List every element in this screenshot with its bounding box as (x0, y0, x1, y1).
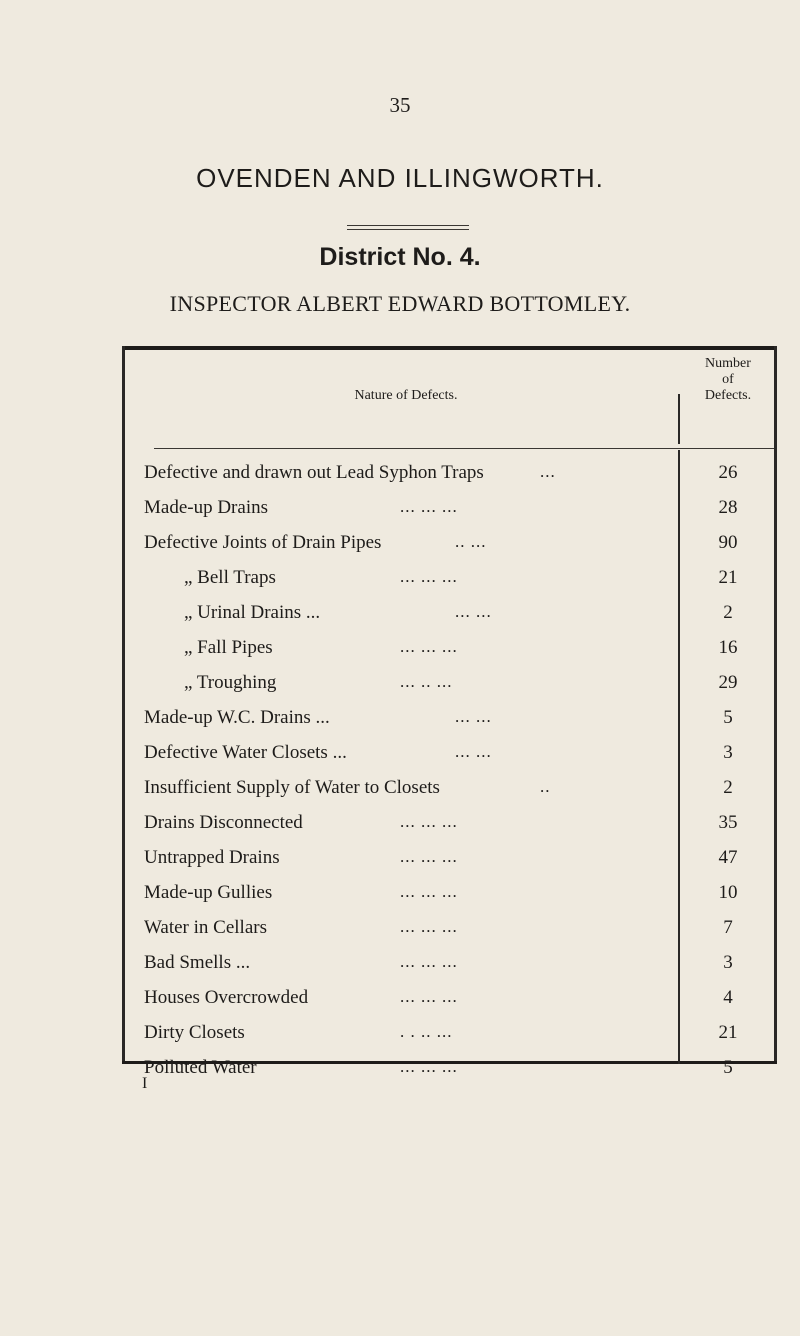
row-label: „ Troughing (184, 672, 277, 693)
row-leader-dots: ... ... ... (400, 917, 458, 936)
header-bottom-rule (154, 448, 774, 449)
row-leader-dots: ... ... ... (400, 567, 458, 586)
table-row (0, 701, 800, 735)
row-value: 35 (718, 812, 738, 833)
row-value: 2 (723, 602, 733, 623)
row-label: „ Urinal Drains ... (184, 602, 321, 623)
row-label: Defective and drawn out Lead Syphon Traps (144, 462, 484, 483)
row-label: Polluted Water (144, 1057, 257, 1078)
row-leader-dots: .. (540, 777, 551, 796)
row-label: Made-up W.C. Drains ... (144, 707, 330, 728)
header-number-line3: Defects. (704, 388, 752, 403)
header-number-line1: Number (705, 356, 751, 371)
row-label: Drains Disconnected (144, 812, 303, 833)
row-label: „ Fall Pipes (184, 637, 273, 658)
row-label: „ Bell Traps (184, 567, 276, 588)
row-value: 5 (723, 1057, 733, 1078)
table-row (0, 561, 800, 595)
row-label: Defective Joints of Drain Pipes (144, 532, 382, 553)
row-value: 26 (718, 462, 738, 483)
table-row (0, 666, 800, 700)
page-number: 35 (389, 93, 411, 117)
row-leader-dots: ... ... ... (400, 637, 458, 656)
row-leader-dots: .. ... (455, 532, 487, 551)
row-leader-dots: ... ... ... (400, 882, 458, 901)
row-label: Defective Water Closets ... (144, 742, 347, 763)
row-value: 7 (723, 917, 733, 938)
row-value: 29 (718, 672, 738, 693)
table-row (0, 841, 800, 875)
header-number-of-defects (680, 356, 776, 404)
row-leader-dots: . . .. ... (400, 1022, 453, 1041)
header-nature-of-defects: Nature of Defects. (354, 388, 458, 403)
title-rule-top (347, 225, 469, 226)
row-leader-dots: ... .. ... (400, 672, 453, 691)
row-label: Water in Cellars (144, 917, 267, 938)
table-row (0, 946, 800, 980)
row-value: 2 (723, 777, 733, 798)
row-value: 16 (718, 637, 738, 658)
table-row (0, 736, 800, 770)
row-label: Houses Overcrowded (144, 987, 309, 1008)
district-name: OVENDEN AND ILLINGWORTH. (196, 163, 604, 193)
table-row (0, 771, 800, 805)
table-row (0, 876, 800, 910)
inspector-name: INSPECTOR ALBERT EDWARD BOTTOMLEY. (169, 291, 631, 316)
row-leader-dots: ... ... ... (400, 812, 458, 831)
row-label: Bad Smells ... (144, 952, 251, 973)
row-value: 4 (723, 987, 733, 1008)
row-leader-dots: ... (540, 462, 556, 481)
title-rule-bottom (347, 229, 469, 230)
table-row (0, 1051, 800, 1085)
table-row (0, 806, 800, 840)
row-value: 3 (723, 952, 733, 973)
table-row (0, 911, 800, 945)
row-label: Made-up Drains (144, 497, 268, 518)
row-leader-dots: ... ... ... (400, 497, 458, 516)
row-leader-dots: ... ... ... (400, 1057, 458, 1076)
row-value: 90 (718, 532, 738, 553)
table-row (0, 456, 800, 490)
row-value: 10 (718, 882, 738, 903)
table-row (0, 596, 800, 630)
row-label: Dirty Closets (144, 1022, 245, 1043)
table-row (0, 981, 800, 1015)
row-value: 5 (723, 707, 733, 728)
header-number-line2: of (722, 372, 734, 387)
row-value: 3 (723, 742, 733, 763)
row-leader-dots: ... ... ... (400, 847, 458, 866)
district-number: District No. 4. (319, 243, 481, 271)
row-value: 21 (718, 567, 738, 588)
table-row (0, 631, 800, 665)
row-leader-dots: ... ... ... (400, 987, 458, 1006)
row-leader-dots: ... ... (455, 707, 492, 726)
table-row (0, 1016, 800, 1050)
row-value: 47 (718, 847, 738, 868)
row-label: Insufficient Supply of Water to Closets (144, 777, 440, 798)
footer-mark: I (142, 1075, 148, 1092)
row-label: Made-up Gullies (144, 882, 273, 903)
row-leader-dots: ... ... (455, 742, 492, 761)
row-value: 21 (718, 1022, 738, 1043)
table-row (0, 491, 800, 525)
table-row (0, 526, 800, 560)
row-value: 28 (718, 497, 738, 518)
row-leader-dots: ... ... (455, 602, 492, 621)
row-label: Untrapped Drains (144, 847, 280, 868)
row-leader-dots: ... ... ... (400, 952, 458, 971)
table-top-border (122, 346, 777, 350)
